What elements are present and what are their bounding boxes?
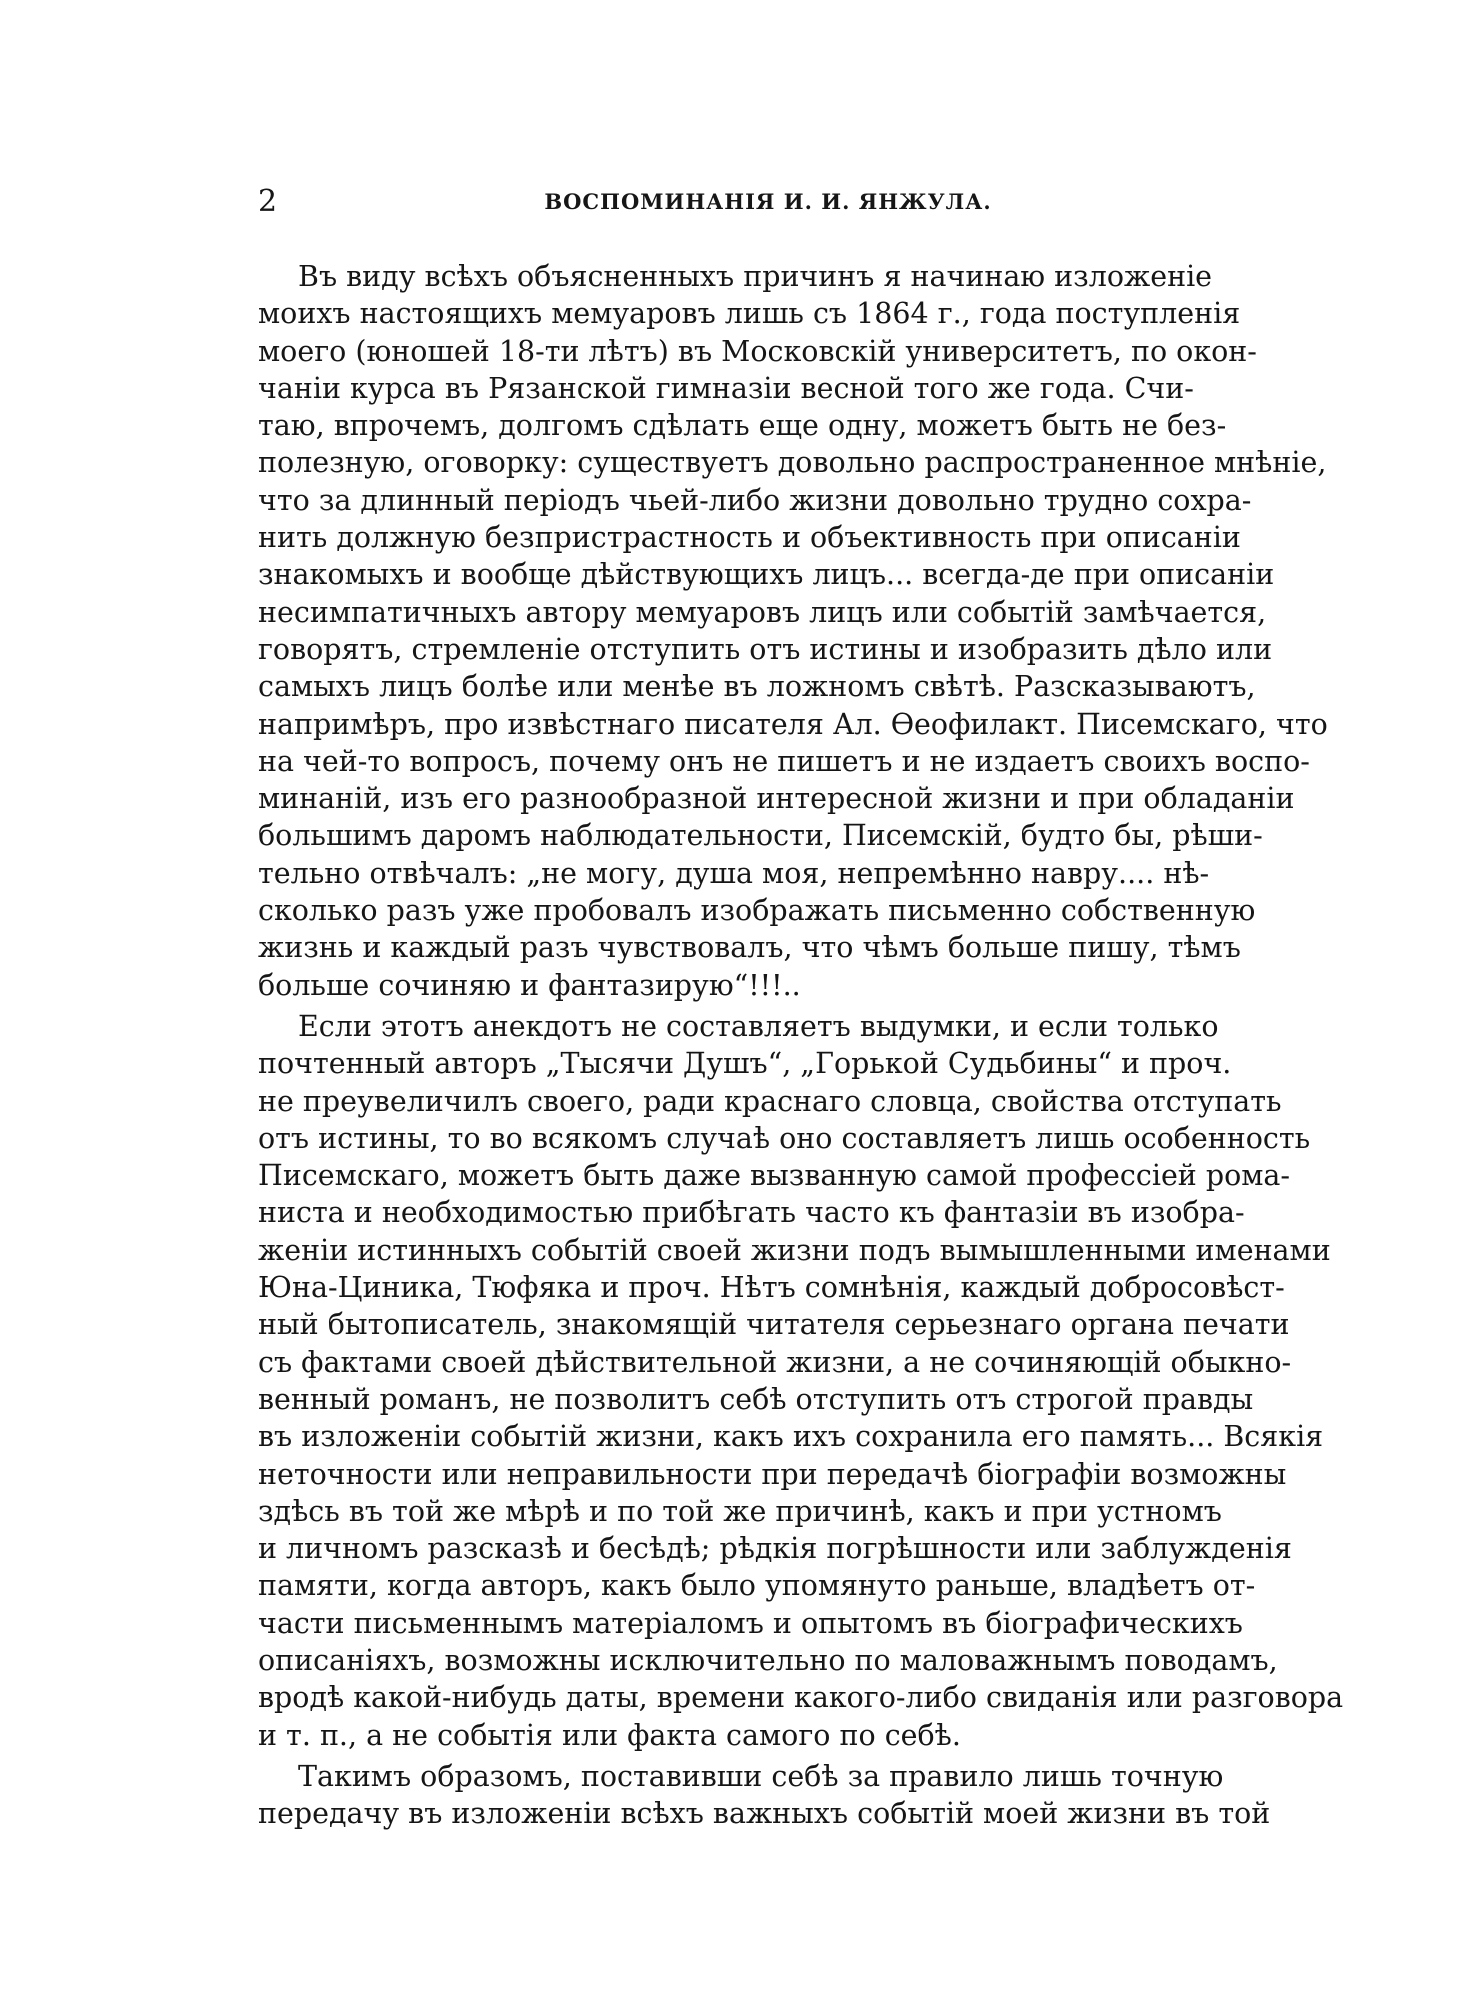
text-line: что за длинный періодъ чьей-либо жизни довольно трудно сохра- bbox=[258, 483, 1252, 517]
text-line: не преувеличилъ своего, ради краснаго словца, свойства отступать bbox=[258, 1084, 1282, 1118]
text-line: таю, впрочемъ, долгомъ сдѣлать еще одну, можетъ быть не без- bbox=[258, 409, 1227, 443]
text-line: женіи истинныхъ событій своей жизни подъ вымышленными именами bbox=[258, 1233, 1331, 1267]
page-number: 2 bbox=[258, 184, 278, 219]
text-line: чаніи курса въ Рязанской гимназіи весной того же года. Счи- bbox=[258, 371, 1194, 405]
text-line: больше сочиняю и фантазирую“!!!.. bbox=[258, 968, 801, 1002]
paragraph-1 bbox=[258, 258, 1328, 1004]
text-line: отъ истины, то во всякомъ случаѣ оно составляетъ лишь особенность bbox=[258, 1121, 1311, 1155]
running-title: ВОСПОМИНАНІЯ И. И. ЯНЖУЛА. bbox=[544, 189, 992, 214]
text-line: говорятъ, стремленіе отступить отъ истины и изобразить дѣло или bbox=[258, 632, 1273, 666]
text-line: Юна-Циника, Тюфяка и проч. Нѣтъ сомнѣнія, каждый добросовѣст- bbox=[258, 1271, 1285, 1305]
running-head bbox=[258, 182, 1188, 222]
text-line: полезную, оговорку: существуетъ довольно распространенное мнѣніе, bbox=[258, 446, 1327, 480]
text-line: венный романъ, не позволитъ себѣ отступить отъ строгой правды bbox=[258, 1382, 1254, 1416]
text-line: съ фактами своей дѣйствительной жизни, а не сочиняющій обыкно- bbox=[258, 1345, 1292, 1379]
text-line: почтенный авторъ „Тысячи Душъ“, „Горькой Судьбины“ и проч. bbox=[258, 1047, 1232, 1081]
text-line: тельно отвѣчалъ: „не могу, душа моя, непремѣнно навру.... нѣ- bbox=[258, 856, 1210, 890]
text-line: и т. п., а не событія или факта самого по себѣ. bbox=[258, 1718, 961, 1752]
text-line: памяти, когда авторъ, какъ было упомянуто раньше, владѣетъ от- bbox=[258, 1569, 1256, 1603]
text-line: минаній, изъ его разнообразной интересной жизни и при обладаніи bbox=[258, 782, 1295, 816]
text-line: ниста и необходимостью прибѣгать часто къ фантазіи въ изобра- bbox=[258, 1196, 1245, 1230]
text-line: жизнь и каждый разъ чувствовалъ, что чѣмъ больше пишу, тѣмъ bbox=[258, 931, 1241, 965]
text-line: Въ виду всѣхъ объясненныхъ причинъ я начинаю изложеніе bbox=[298, 260, 1213, 293]
body-text bbox=[258, 258, 1344, 1832]
text-line: Писемскаго, можетъ быть даже вызванную самой профессіей рома- bbox=[258, 1159, 1291, 1193]
text-line: вродѣ какой-нибудь даты, времени какого-либо свиданія или разговора bbox=[258, 1681, 1344, 1715]
text-line: Если этотъ анекдотъ не составляетъ выдумки, и если только bbox=[298, 1009, 1219, 1043]
text-line: самыхъ лицъ болѣе или менѣе въ ложномъ свѣтѣ. Разсказываютъ, bbox=[258, 670, 1256, 704]
text-line: ный бытописатель, знакомящій читателя серьезнаго органа печати bbox=[258, 1308, 1290, 1342]
paragraph-3 bbox=[258, 1758, 1271, 1833]
text-line: неточности или неправильности при передачѣ біографіи возможны bbox=[258, 1457, 1287, 1491]
text-line: сколько разъ уже пробовалъ изображать письменно собственную bbox=[258, 894, 1256, 928]
text-line: передачу въ изложеніи всѣхъ важныхъ событій моей жизни въ той bbox=[258, 1797, 1271, 1831]
text-line: напримѣръ, про извѣстнаго писателя Ал. Ѳеофилакт. Писемскаго, что bbox=[258, 707, 1328, 741]
text-line: большимъ даромъ наблюдательности, Писемскій, будто бы, рѣши- bbox=[258, 819, 1263, 853]
text-line: описаніяхъ, возможны исключительно по маловажнымъ поводамъ, bbox=[258, 1643, 1278, 1677]
text-line: несимпатичныхъ автору мемуаровъ лицъ или событій замѣчается, bbox=[258, 595, 1267, 629]
text-line: нить должную безпристрастность и объективность при описаніи bbox=[258, 521, 1241, 555]
text-line: и личномъ разсказѣ и бесѣдѣ; рѣдкія погрѣшности или заблужденія bbox=[258, 1532, 1292, 1566]
book-page bbox=[258, 182, 1344, 1836]
paragraph-2 bbox=[258, 1008, 1344, 1754]
text-line: моего (юношей 18-ти лѣтъ) въ Московскій университетъ, по окон- bbox=[258, 334, 1257, 368]
text-line: на чей-то вопросъ, почему онъ не пишетъ и не издаетъ своихъ воспо- bbox=[258, 744, 1310, 778]
text-line: моихъ настоящихъ мемуаровъ лишь съ 1864 г., года поступленія bbox=[258, 297, 1241, 331]
text-line: части письменнымъ матеріаломъ и опытомъ въ біографическихъ bbox=[258, 1606, 1243, 1640]
text-line: Такимъ образомъ, поставивши себѣ за правило лишь точную bbox=[298, 1759, 1224, 1793]
text-line: въ изложеніи событій жизни, какъ ихъ сохранила его память... Всякія bbox=[258, 1420, 1324, 1454]
text-line: знакомыхъ и вообще дѣйствующихъ лицъ... всегда-де при описаніи bbox=[258, 558, 1275, 592]
text-line: здѣсь въ той же мѣрѣ и по той же причинѣ, какъ и при устномъ bbox=[258, 1494, 1222, 1528]
